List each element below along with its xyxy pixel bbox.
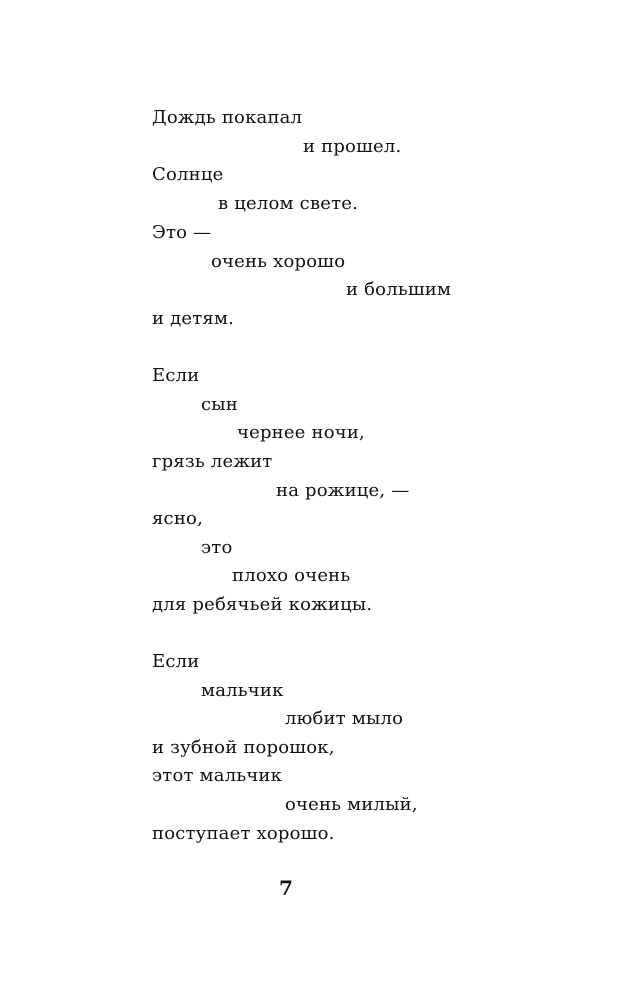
poem-line: сын (201, 394, 239, 415)
page-number: 7 (279, 876, 293, 900)
poem-line: мальчик (201, 680, 284, 701)
poem-line: плохо очень (232, 565, 351, 586)
poem-line: это (201, 537, 233, 558)
poem-line: для ребячьей кожицы. (152, 594, 373, 615)
poem-line: Если (152, 365, 200, 386)
poem-line: грязь лежит (152, 451, 273, 472)
poem-line: чернее ночи, (237, 422, 365, 443)
poem-line: любит мыло (285, 708, 404, 729)
poem-line: ясно, (152, 508, 203, 529)
poem-line: Это — (152, 222, 212, 243)
poem-line: поступает хорошо. (152, 823, 335, 844)
poem-line: очень милый, (285, 794, 418, 815)
poem-line: очень хорошо (211, 251, 346, 272)
poem-line: в целом свете. (218, 193, 359, 214)
poem-line: на рожице, — (276, 480, 410, 501)
poem-line: Дождь покапал (152, 107, 303, 128)
poem-line: Солнце (152, 164, 224, 185)
poem-line: и зубной порошок, (152, 737, 335, 758)
poem-line: и детям. (152, 308, 235, 329)
poem-line: и большим (346, 279, 452, 300)
poem-line: и прошел. (303, 136, 402, 157)
poem-line: этот мальчик (152, 765, 283, 786)
poem-line: Если (152, 651, 200, 672)
